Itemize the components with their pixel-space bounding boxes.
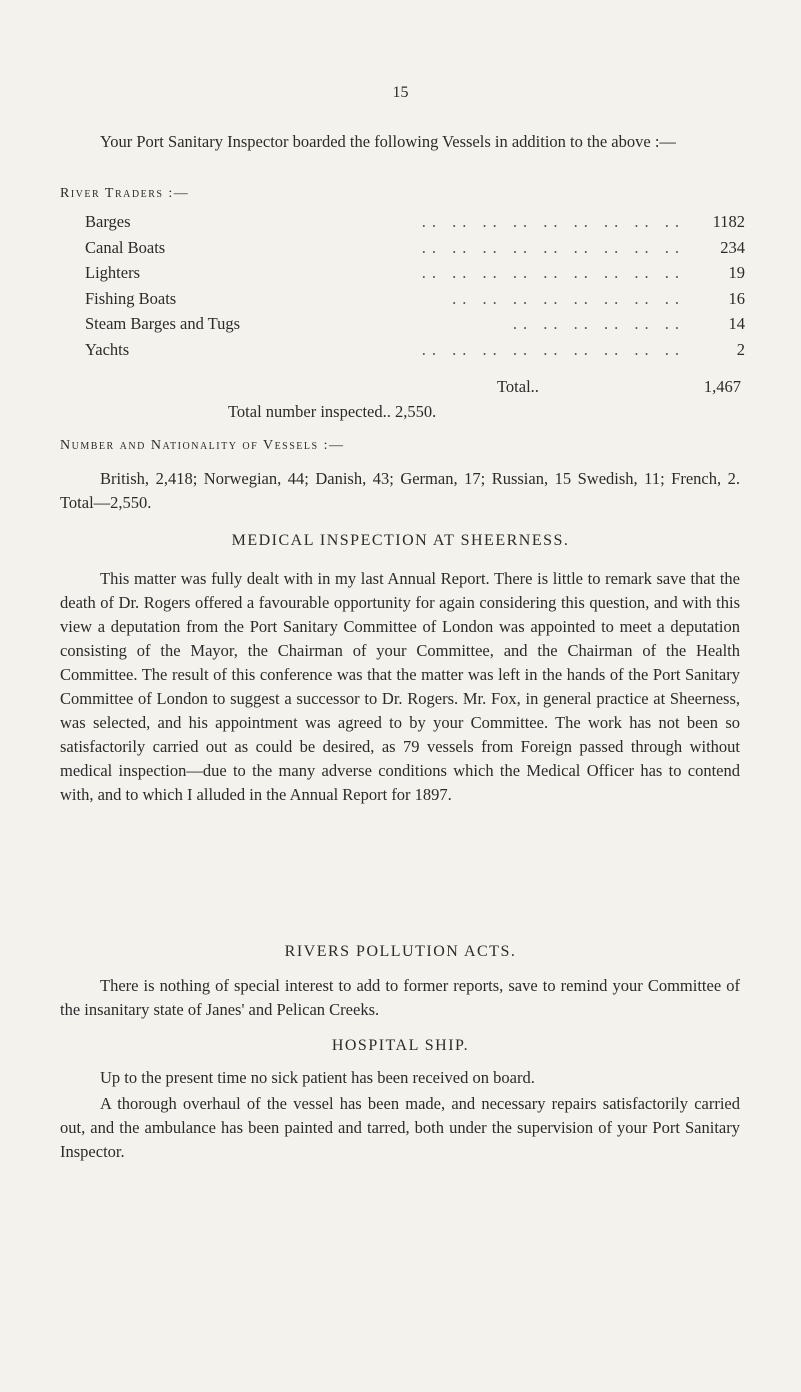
table-row: [85, 340, 745, 366]
leader-dots: .. .. .. .. .. .. .. .. ..: [421, 263, 685, 282]
river-traders-label: River Traders :—: [60, 186, 190, 201]
section-heading: MEDICAL INSPECTION AT SHEERNESS.: [231, 532, 570, 549]
total-label: Total..: [497, 377, 539, 396]
row-name: Fishing Boats: [85, 288, 177, 308]
row-name: Steam Barges and Tugs: [85, 314, 241, 333]
leader-dots: .. .. .. .. .. .. .. .. ..: [421, 237, 685, 257]
row-name: Barges: [85, 212, 131, 231]
section-paragraph: This matter was fully dealt with in my last Annual Report. There is little to remark save that the death of Dr. Rogers offered a favourable opportunity for again considering this question, and with this view a deputation from the Port Sanitary Committee of London was appointed to meet a deputation consisting of the Mayor, the Chairman of your Committee, and the Chairman of the Health Committee. The result of this conference was that the matter was left in the hands of the Port Sanitary Committee of London to suggest a successor to Dr. Rogers. Mr. Fox, in general practice at Sheerness, was selected, and his appointment was agreed to by your Committee. The work has not been so satisfactorily carried out as could be desired, as 79 vessels from Foreign passed through without medical inspection—due to the many adverse conditions which the Medical Officer has to contend with, and to which I alluded in the Annual Report for 1897.: [60, 569, 740, 804]
nationality-text: British, 2,418; Norwegian, 44; Danish, 43; German, 17; Russian, 15 Swedish, 11; French, 2. Total—2,550.: [60, 469, 740, 512]
table-row: [85, 212, 745, 238]
table-row: [85, 289, 745, 315]
leader-dots: .. .. .. .. .. .. .. .. ..: [421, 212, 685, 231]
section-heading: RIVERS POLLUTION ACTS.: [284, 943, 517, 960]
row-value: 1182: [712, 212, 745, 231]
row-value: 234: [720, 237, 745, 257]
table-row: [85, 263, 745, 289]
row-name: Canal Boats: [85, 237, 166, 257]
row-value: 2: [736, 339, 745, 359]
table-row: [85, 238, 745, 264]
page-number: 15: [392, 84, 409, 101]
leader-dots: .. .. .. .. .. ..: [512, 314, 685, 333]
row-value: 16: [728, 288, 745, 308]
river-traders-table: [85, 212, 745, 365]
table-row: [85, 314, 745, 340]
section-heading: HOSPITAL SHIP.: [331, 1037, 470, 1054]
leader-dots: .. .. .. .. .. .. .. .. ..: [421, 339, 685, 359]
row-value: 14: [728, 314, 745, 333]
section-paragraph: A thorough overhaul of the vessel has been made, and necessary repairs satisfactorily carried out, and the ambulance has been painted and tarred, both under the supervision of your Port Sanitary Inspector.: [60, 1094, 740, 1161]
leader-dots: .. .. .. .. .. .. .. ..: [452, 288, 685, 308]
section-paragraph: There is nothing of special interest to add to former reports, save to remind your Committee of the insanitary state of Janes' and Pelican Creeks.: [60, 976, 740, 1019]
intro-text: Your Port Sanitary Inspector boarded the following Vessels in addition to the above :—: [100, 132, 676, 151]
row-value: 19: [728, 263, 745, 282]
section-paragraph: Up to the present time no sick patient has been received on board.: [100, 1068, 535, 1087]
total-value: 1,467: [703, 377, 741, 396]
row-name: Yachts: [85, 339, 130, 359]
nationality-label: Number and Nationality of Vessels :—: [60, 438, 345, 453]
row-name: Lighters: [85, 263, 140, 282]
total-inspected: Total number inspected.. 2,550.: [228, 402, 437, 421]
